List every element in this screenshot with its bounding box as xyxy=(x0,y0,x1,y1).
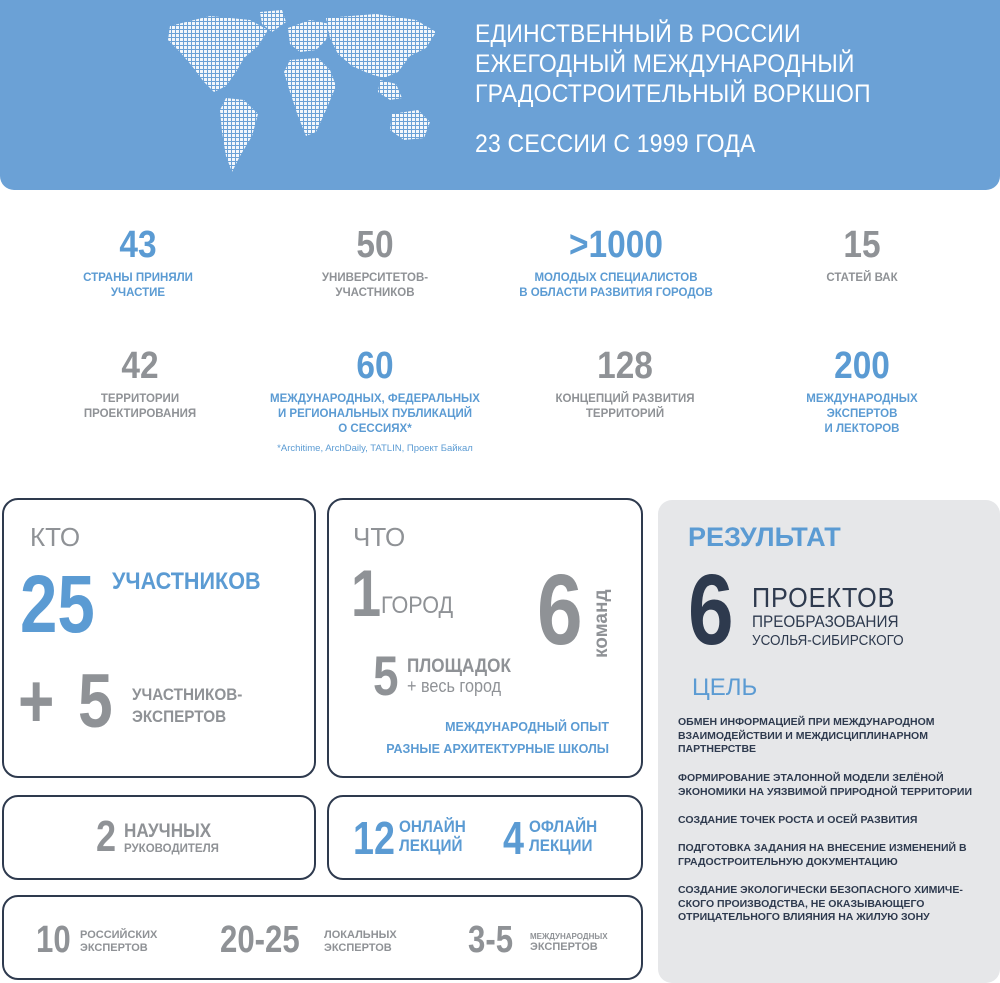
supervisors-sub: РУКОВОДИТЕЛЯ xyxy=(124,843,219,855)
goal-item xyxy=(678,772,983,799)
stat-universities xyxy=(255,225,495,301)
banner-title-line2: ЕЖЕГОДНЫЙ МЕЖДУНАРОДНЫЙ xyxy=(475,50,855,78)
stat-countries xyxy=(18,225,258,301)
goal-line: ГРАДОСТРОИТЕЛЬНУЮ ДОКУМЕНТАЦИЮ xyxy=(678,855,898,868)
result-label-3: УСОЛЬЯ-СИБИРСКОГО xyxy=(752,632,904,649)
stat-experts xyxy=(742,346,982,437)
goal-item xyxy=(678,884,983,925)
supervisors-card xyxy=(2,795,316,880)
stat-number: 60 xyxy=(356,345,394,387)
goal-line: ПОДГОТОВКА ЗАДАНИЯ НА ВНЕСЕНИЕ ИЗМЕНЕНИЙ В xyxy=(678,842,967,854)
online-number: 12 xyxy=(353,812,395,864)
goal-line: ЭКОНОМИКИ НА УЯЗВИМОЙ ПРИРОДНОЙ ТЕРРИТОРИИ xyxy=(678,785,973,798)
world-map-icon xyxy=(140,6,440,178)
what-title: ЧТО xyxy=(353,522,406,552)
stat-number: >1000 xyxy=(569,224,663,266)
stat-number: 43 xyxy=(119,224,157,266)
stat-label: МЕЖДУНАРОДНЫХ xyxy=(806,393,918,405)
local-experts-label-line: ЭКСПЕРТОВ xyxy=(324,942,392,954)
teams-number: 6 xyxy=(537,554,583,666)
goal-line: ФОРМИРОВАНИЕ ЭТАЛОННОЙ МОДЕЛИ ЗЕЛЁНОЙ xyxy=(678,772,944,784)
online-label xyxy=(399,817,466,855)
stat-label: СТРАНЫ ПРИНЯЛИ xyxy=(83,272,193,284)
stat-label: ТЕРРИТОРИЙ xyxy=(585,408,665,420)
participants-label: УЧАСТНИКОВ xyxy=(112,568,261,595)
banner-title-line1: ЕДИНСТВЕННЫЙ В РОССИИ xyxy=(475,20,801,48)
experts-label xyxy=(132,684,242,728)
result-label-1: ПРОЕКТОВ xyxy=(752,582,896,613)
stat-number: 128 xyxy=(597,345,653,387)
what-line2: РАЗНЫЕ АРХИТЕКТУРНЫЕ ШКОЛЫ xyxy=(386,742,609,756)
experts-label-line: УЧАСТНИКОВ- xyxy=(132,685,243,704)
goal-title: ЦЕЛЬ xyxy=(692,674,758,701)
goal-line: ВЗАИМОДЕЙСТВИИ И МЕЖДИСЦИПЛИНАРНОМ xyxy=(678,729,928,742)
stat-label: О СЕССИЯХ* xyxy=(338,423,412,435)
intl-experts-label-line: МЕЖДУНАРОДНЫХ xyxy=(530,932,608,941)
ru-experts-label-line: ЭКСПЕРТОВ xyxy=(80,942,148,954)
result-title: РЕЗУЛЬТАТ xyxy=(688,522,841,552)
stat-concepts xyxy=(505,346,745,422)
offline-label-line: ЛЕКЦИИ xyxy=(529,836,593,855)
stat-territories xyxy=(20,346,260,422)
banner-sessions: 23 СЕССИИ С 1999 ГОДА xyxy=(475,130,756,158)
stat-label: СТАТЕЙ ВАК xyxy=(826,272,898,284)
stat-label: УЧАСТНИКОВ xyxy=(335,287,415,299)
stat-number: 42 xyxy=(121,345,159,387)
sites-number: 5 xyxy=(373,644,399,707)
stat-specialists xyxy=(496,225,736,301)
publications-note: *Architime, ArchDaily, TATLIN, Проект Байкал xyxy=(277,443,473,454)
who-card xyxy=(2,498,316,778)
sites-label: ПЛОЩАДОК xyxy=(407,656,511,677)
experts-label-line: ЭКСПЕРТОВ xyxy=(132,707,227,726)
local-experts-label xyxy=(324,929,397,955)
stat-number: 200 xyxy=(834,345,890,387)
goal-line: ОБМЕН ИНФОРМАЦИЕЙ ПРИ МЕЖДУНАРОДНОМ xyxy=(678,716,935,728)
stat-label: МОЛОДЫХ СПЕЦИАЛИСТОВ xyxy=(534,272,698,284)
intl-experts-label-line: ЭКСПЕРТОВ xyxy=(530,941,598,953)
city-number: 1 xyxy=(351,556,382,630)
city-label: ГОРОД xyxy=(381,592,454,619)
stat-label: ПРОЕКТИРОВАНИЯ xyxy=(83,408,197,420)
intl-experts-number: 3-5 xyxy=(468,919,514,961)
stat-label: И РЕГИОНАЛЬНЫХ ПУБЛИКАЦИЙ xyxy=(277,408,473,420)
experts-number: 5 xyxy=(78,659,113,744)
supervisors-number: 2 xyxy=(96,812,117,861)
what-card xyxy=(327,498,643,778)
goal-line: СОЗДАНИЕ ЭКОЛОГИЧЕСКИ БЕЗОПАСНОГО ХИМИЧЕ- xyxy=(678,884,963,896)
goal-item xyxy=(678,716,983,757)
stat-label: КОНЦЕПЦИЙ РАЗВИТИЯ xyxy=(555,393,695,405)
intl-experts-label xyxy=(530,931,608,953)
stat-articles xyxy=(742,225,982,286)
goal-item xyxy=(678,842,983,869)
goal-line: СОЗДАНИЕ ТОЧЕК РОСТА И ОСЕЙ РАЗВИТИЯ xyxy=(678,814,918,826)
participants-number: 25 xyxy=(20,559,95,650)
lectures-card xyxy=(327,795,643,880)
stat-number: 15 xyxy=(843,224,881,266)
stat-label: В ОБЛАСТИ РАЗВИТИЯ ГОРОДОВ xyxy=(519,287,713,299)
online-label-line: ОНЛАЙН xyxy=(399,817,466,836)
goal-item xyxy=(678,814,983,828)
result-number: 6 xyxy=(688,554,734,666)
offline-label-line: ОФЛАЙН xyxy=(529,817,598,836)
result-panel xyxy=(658,500,1000,983)
experts-card xyxy=(2,895,643,980)
stat-label: УЧАСТИЕ xyxy=(110,287,166,299)
supervisors-label: НАУЧНЫХ xyxy=(124,821,212,842)
stat-number: 50 xyxy=(356,224,394,266)
stat-label: ЭКСПЕРТОВ xyxy=(826,408,898,420)
goal-line: ПАРТНЕРСТВЕ xyxy=(678,743,757,755)
result-label-2: ПРЕОБРАЗОВАНИЯ xyxy=(752,612,899,631)
ru-experts-label-line: РОССИЙСКИХ xyxy=(80,929,158,941)
stat-label: МЕЖДУНАРОДНЫХ, ФЕДЕРАЛЬНЫХ xyxy=(270,393,480,405)
header-banner xyxy=(0,0,1000,190)
stat-publications xyxy=(255,346,495,454)
stat-label: И ЛЕКТОРОВ xyxy=(824,423,900,435)
ru-experts-number: 10 xyxy=(36,919,71,961)
plus-sign: + xyxy=(18,659,55,744)
banner-title-line3: ГРАДОСТРОИТЕЛЬНЫЙ ВОРКШОП xyxy=(475,80,871,108)
who-title: КТО xyxy=(30,522,81,552)
local-experts-label-line: ЛОКАЛЬНЫХ xyxy=(324,929,397,941)
offline-number: 4 xyxy=(503,812,524,864)
goal-line: ОТРИЦАТЕЛЬНОГО ВЛИЯНИЯ НА ЖИЛУЮ ЗОНУ xyxy=(678,911,930,923)
what-line1: МЕЖДУНАРОДНЫЙ ОПЫТ xyxy=(445,720,609,734)
ru-experts-label xyxy=(80,929,157,955)
teams-label: команд xyxy=(591,589,612,658)
local-experts-number: 20-25 xyxy=(220,919,300,961)
goal-line: СКОГО ПРОИЗВОДСТВА, НЕ ОКАЗЫВАЮЩЕГО xyxy=(678,897,925,910)
stat-label: ТЕРРИТОРИИ xyxy=(100,393,180,405)
offline-label xyxy=(529,817,597,855)
online-label-line: ЛЕКЦИЙ xyxy=(399,836,463,855)
stat-label: УНИВЕРСИТЕТОВ- xyxy=(321,272,429,284)
sites-sub: + весь город xyxy=(407,676,502,696)
